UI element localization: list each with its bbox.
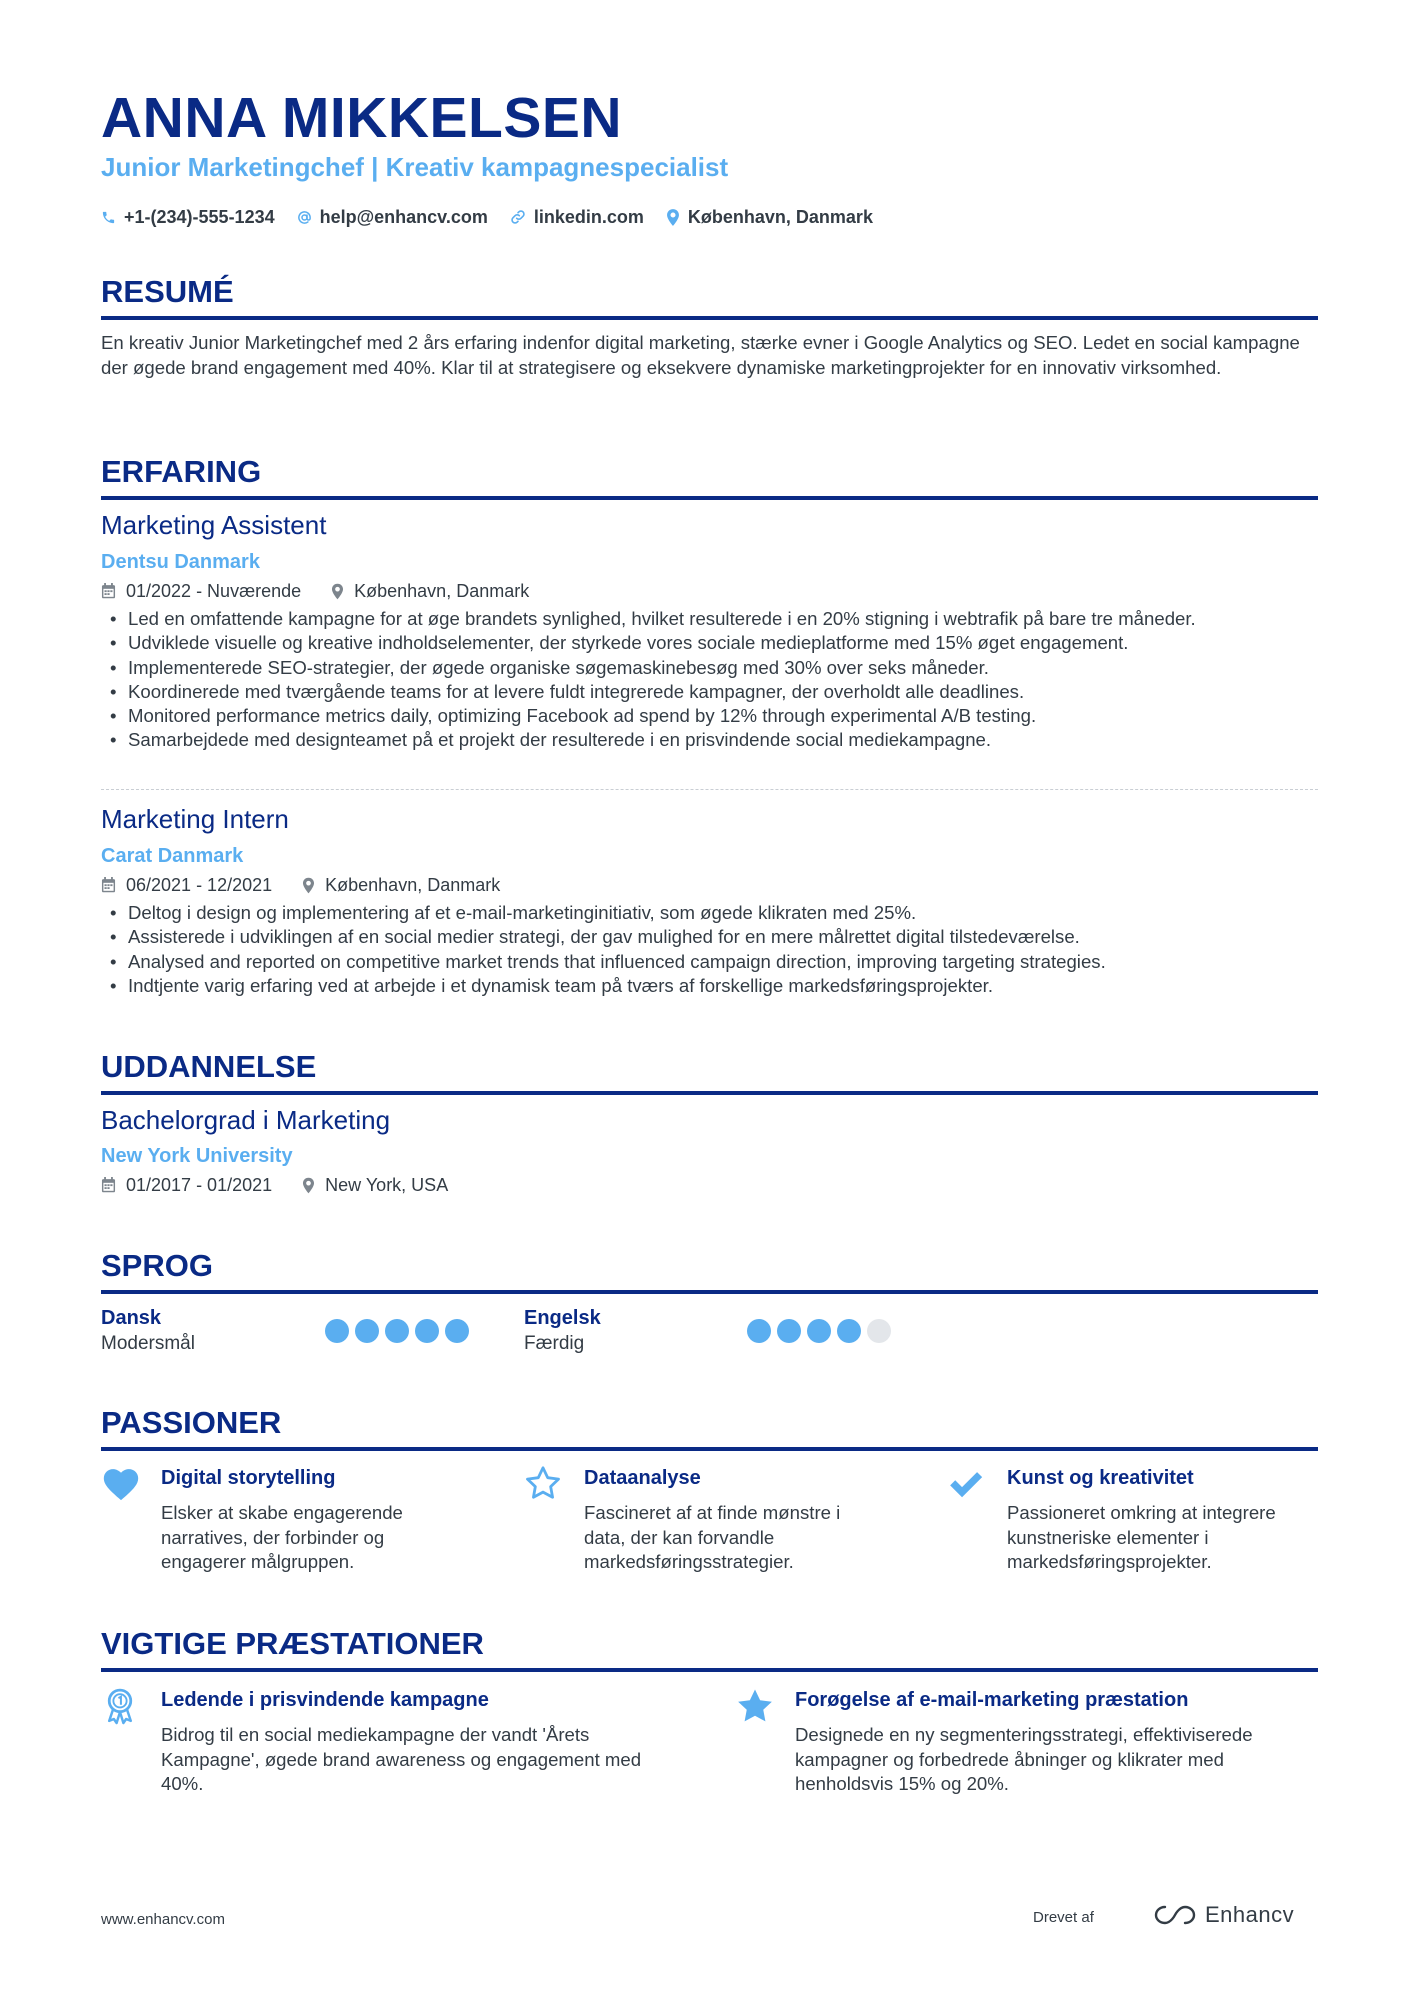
education-section-header: [101, 1047, 1318, 1095]
location-text: København, Danmark: [687, 206, 873, 227]
linkedin-text: linkedin.com: [533, 206, 644, 227]
list-item: • Deltog i design og implementering af et e-mail-marketinginitiativ, som øgede klikraten med 25%.: [101, 901, 1318, 925]
education-title: UDDANNELSE: [101, 1049, 317, 1084]
checkmark-icon: [947, 1465, 985, 1501]
phone-icon: [101, 210, 116, 225]
job-dates: [101, 873, 272, 897]
rating-dot-filled: [445, 1319, 469, 1343]
job-location-text: København, Danmark: [354, 581, 530, 601]
section-divider: [101, 1290, 1318, 1294]
rating-dot-filled: [807, 1319, 831, 1343]
section-divider: [101, 316, 1318, 320]
job-bullets: [101, 607, 1318, 753]
passion-item: [101, 1465, 461, 1575]
language-rating: [747, 1319, 897, 1343]
list-item: • Samarbejdede med designteamet på et projekt der resulterede i en prisvindende social mediekampagne.: [101, 728, 1318, 752]
footer-brand-logo[interactable]: [1153, 1902, 1294, 1928]
enhancv-logo-icon: [1153, 1903, 1197, 1927]
list-item: • Udviklede visuelle og kreative indholdselementer, der styrkede vores sociale medieplatforme med 15% øget engagement.: [101, 631, 1318, 655]
section-divider: [101, 496, 1318, 500]
language-level: Færdig: [524, 1333, 585, 1354]
language-rating: [325, 1319, 475, 1343]
list-item: • Assisterede i udviklingen af en social medier strategi, der gav mulighed for en mere målrettet digital tilstedeværelse.: [101, 925, 1318, 949]
award-icon: [101, 1687, 139, 1727]
job-location: [331, 579, 529, 603]
candidate-name: ANNA MIKKELSEN: [101, 86, 623, 150]
rating-dot-filled: [325, 1319, 349, 1343]
job-meta: [101, 579, 559, 603]
calendar-icon: [101, 877, 116, 893]
job-company: Carat Danmark: [101, 845, 244, 867]
list-item: • Led en omfattende kampagne for at øge brandets synlighed, hvilket resulterede i en 20% stigning i webtrafik på bare tre måneder.: [101, 607, 1318, 631]
summary-section-header: [101, 272, 1318, 320]
language-item: [101, 1305, 195, 1356]
list-item: • Koordinerede med tværgående teams for at levere fuldt integrerede kampagner, der overholdt alle deadlines.: [101, 680, 1318, 704]
summary-text: En kreativ Junior Marketingchef med 2 års erfaring indenfor digital marketing, stærke evner i Google Analytics og SEO. Ledet en social kampagne der øgede brand engagement med 40%. Klar til at strategisere og eksekvere dynamiske marketingprojekter for en innovativ virksomhed.: [101, 332, 1300, 378]
job-title: Marketing Intern: [101, 804, 289, 834]
section-divider: [101, 1447, 1318, 1451]
rating-dot-filled: [415, 1319, 439, 1343]
passions-section-header: [101, 1403, 1318, 1451]
list-item: • Implementerede SEO-strategier, der øgede organiske søgemaskinebesøg med 30% over seks måneder.: [101, 656, 1318, 680]
job-location-text: København, Danmark: [325, 875, 501, 895]
passions-title: PASSIONER: [101, 1405, 282, 1440]
email-text: help@enhancv.com: [319, 206, 488, 227]
passion-description: Passioneret omkring at integrere kunstneriske elementer i markedsføringsprojekter.: [1007, 1502, 1276, 1572]
language-name: Engelsk: [524, 1307, 601, 1329]
achievement-description: Bidrog til en social mediekampagne der vandt 'Årets Kampagne', øgede brand awareness og engagement med 40%.: [161, 1724, 642, 1794]
education-location: [302, 1173, 448, 1197]
achievement-description: Designede en ny segmenteringsstrategi, effektiviserede kampagner og forbedrede åbninger og klikrater med henholdsvis 15% og 20%.: [795, 1724, 1253, 1794]
passion-title: Kunst og kreativitet: [1007, 1467, 1194, 1489]
education-school: New York University: [101, 1145, 293, 1167]
education-dates: [101, 1173, 272, 1197]
at-sign-icon: [297, 210, 312, 225]
rating-dot-filled: [355, 1319, 379, 1343]
list-item: • Analysed and reported on competitive market trends that influenced campaign direction, improving targeting strategies.: [101, 950, 1318, 974]
location-pin-icon: [331, 583, 344, 600]
star-outline-icon: [524, 1465, 562, 1501]
experience-title: ERFARING: [101, 454, 262, 489]
contact-linkedin[interactable]: [510, 207, 644, 228]
rating-dot-filled: [385, 1319, 409, 1343]
rating-dot-filled: [777, 1319, 801, 1343]
passion-description: Fascineret af at finde mønstre i data, der kan forvandle markedsføringsstrategier.: [584, 1502, 841, 1572]
rating-dot-filled: [747, 1319, 771, 1343]
rating-dot-filled: [837, 1319, 861, 1343]
footer-website-link[interactable]: www.enhancv.com: [101, 1911, 225, 1928]
calendar-icon: [101, 1177, 116, 1193]
job-dates: [101, 579, 301, 603]
section-divider: [101, 1091, 1318, 1095]
job-separator: [101, 789, 1318, 790]
job-location: [302, 873, 500, 897]
contact-bar: [101, 204, 895, 230]
job-meta: [101, 873, 530, 897]
location-pin-icon: [302, 1177, 315, 1194]
summary-title: RESUMÉ: [101, 274, 234, 309]
rating-dot-empty: [867, 1319, 891, 1343]
contact-location: [666, 207, 873, 228]
experience-section-header: [101, 452, 1318, 500]
passion-title: Dataanalyse: [584, 1467, 701, 1489]
footer-brand-name: Enhancv: [1205, 1902, 1295, 1927]
section-divider: [101, 1668, 1318, 1672]
location-pin-icon: [666, 209, 680, 226]
calendar-icon: [101, 583, 116, 599]
achievement-item: [735, 1687, 1315, 1797]
passion-item: [524, 1465, 884, 1575]
languages-section-header: [101, 1246, 1318, 1294]
job-dates-text: 06/2021 - 12/2021: [126, 875, 273, 895]
achievement-title: Forøgelse af e-mail-marketing præstation: [795, 1689, 1189, 1711]
passion-title: Digital storytelling: [161, 1467, 336, 1489]
languages-title: SPROG: [101, 1248, 213, 1283]
list-item: • Indtjente varig erfaring ved at arbejde i et dynamisk team på tværs af forskellige markedsføringsprojekter.: [101, 974, 1318, 998]
passion-item: [947, 1465, 1307, 1575]
footer-powered-by: Drevet af: [1033, 1909, 1094, 1926]
language-item: [524, 1305, 601, 1356]
job-company: Dentsu Danmark: [101, 551, 260, 573]
heart-icon: [101, 1465, 141, 1501]
passion-description: Elsker at skabe engagerende narratives, der forbinder og engagerer målgruppen.: [161, 1502, 403, 1572]
link-icon: [510, 209, 526, 225]
education-meta: [101, 1173, 478, 1197]
location-pin-icon: [302, 877, 315, 894]
resume-page: [101, 0, 1318, 1995]
star-filled-icon: [735, 1687, 775, 1725]
phone-text: +1-(234)-555-1234: [124, 206, 275, 227]
education-dates-text: 01/2017 - 01/2021: [126, 1175, 273, 1195]
contact-phone[interactable]: [101, 207, 275, 228]
achievements-section-header: [101, 1624, 1318, 1672]
language-level: Modersmål: [101, 1333, 195, 1354]
job-title: Marketing Assistent: [101, 510, 327, 540]
education-location-text: New York, USA: [325, 1175, 449, 1195]
achievement-item: [101, 1687, 681, 1797]
achievement-title: Ledende i prisvindende kampagne: [161, 1689, 489, 1711]
list-item: • Monitored performance metrics daily, optimizing Facebook ad spend by 12% through experimental A/B testing.: [101, 704, 1318, 728]
candidate-subtitle: Junior Marketingchef | Kreativ kampagnespecialist: [101, 152, 729, 182]
contact-email[interactable]: [297, 207, 488, 228]
job-dates-text: 01/2022 - Nuværende: [126, 581, 302, 601]
achievements-title: VIGTIGE PRÆSTATIONER: [101, 1626, 484, 1661]
job-bullets: [101, 901, 1318, 998]
language-name: Dansk: [101, 1307, 162, 1329]
education-degree: Bachelorgrad i Marketing: [101, 1105, 391, 1135]
